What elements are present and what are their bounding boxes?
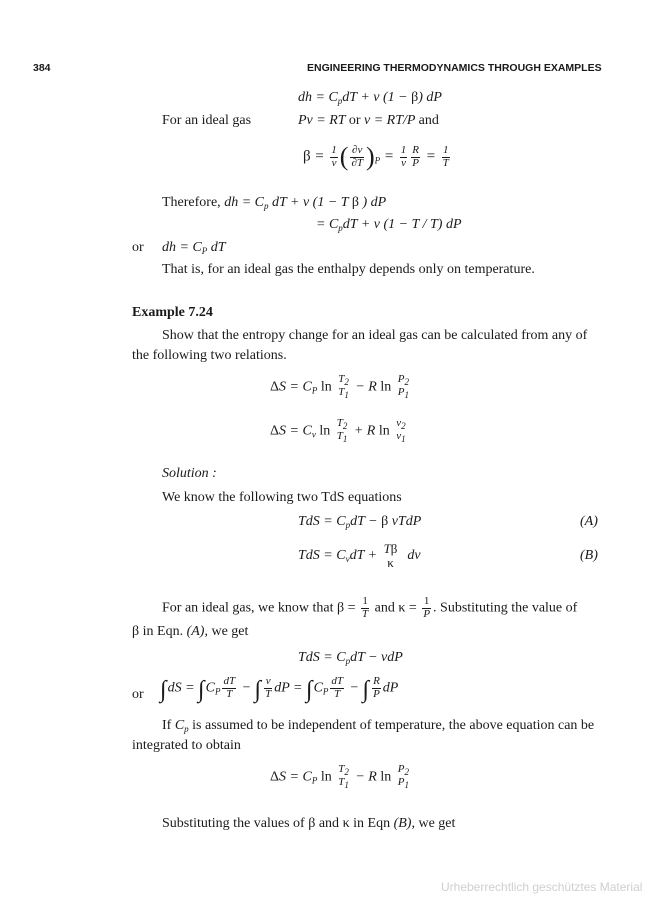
equation-dh-substituted: = $C_pdT + v$ (1 − T / T) dP <box>316 217 462 233</box>
and-k-word: and <box>374 600 395 616</box>
cp-assumption-line: If $C_p$ is assumed to be independent of temperature, the above equation can be <box>162 718 595 734</box>
therefore-word: Therefore, <box>162 195 221 210</box>
example-statement-line1: Show that the entropy change for an ideal gas can be calculated from any of <box>162 328 588 343</box>
copyright-watermark: Urheberrechtlich geschütztes Material <box>441 880 643 894</box>
equation-label-b: (B) <box>580 548 598 563</box>
beta-in-eqn-line: β in Eqn. (A), we get <box>132 624 249 639</box>
example-statement-line2: the following two relations. <box>132 348 287 363</box>
substituting-text-1: . Substituting the value of <box>433 600 578 616</box>
tds-equation-b: TdS = $C_vdT$ + Tβ κ dv <box>298 541 421 570</box>
substituting-text-2c: in Eqn <box>353 816 391 831</box>
ideal-gas-know-text: For an ideal gas, we know that <box>162 600 334 616</box>
or-word-1: or <box>132 240 144 255</box>
if-word: If <box>162 718 172 733</box>
substituting-text-2a: Substituting the values of <box>162 816 305 831</box>
running-title: ENGINEERING THERMODYNAMICS THROUGH EXAMPLES <box>307 62 602 74</box>
therefore-line: Therefore, dh = $C_p$ dT + v (1 − T β ) dP <box>162 195 387 211</box>
conclusion-text: That is, for an ideal gas the enthalpy depends only on temperature. <box>162 262 535 277</box>
cp-assumption-text: is assumed to be independent of temperature, the above equation can be <box>192 718 595 733</box>
for-ideal-gas-label: For an ideal gas <box>162 113 252 128</box>
solution-label: Solution : <box>162 466 217 481</box>
equation-label-a: (A) <box>580 514 598 529</box>
equation-dh-general: dh = $C_pdT + v$ (1 − β) dP <box>298 90 442 106</box>
relation-entropy-cv: $\Delta S = C_v$ ln $T_2$ $T_1$ + R ln $v_2$ $v_1$ <box>270 417 406 445</box>
and-word: and <box>418 113 439 128</box>
integral-equation: $\int dS = \int C_P$ $\frac{dT}{T}$ − ∫ $\frac{v}{T}$ dP = $\int C_P$ $\frac{dT}{T}$ − ∫ $\frac{R}{P}$ dP <box>160 675 399 704</box>
equation-beta: β = $\frac{1}{v}$ ( $\frac{\partial v}{\partial T}$ )$_P$ = $\frac{1}{v}$ $\frac{R}{P}$ = $\frac{1}{T}$ <box>303 142 449 171</box>
equation-ideal-gas: Pv = RT or v = RT/P and <box>298 113 439 128</box>
ideal-gas-beta-kappa-line: For an ideal gas, we know that β = $\frac{1}{T}$ and κ = $\frac{1}{P}$ . Substituting the value of <box>162 595 578 620</box>
tds-equation-a: TdS = $C_pdT - \beta$ vTdP <box>298 514 422 530</box>
example-title: Example 7.24 <box>132 305 213 320</box>
page-number: 384 <box>33 62 51 74</box>
tds-intro: We know the following two TdS equations <box>162 490 402 505</box>
beta-in-eqn-text: in Eqn. <box>142 624 184 639</box>
we-get-text-2: , we get <box>411 816 456 831</box>
tds-ideal-gas: TdS = $C_pdT$ − vdP <box>298 650 403 666</box>
equation-dh-result: dh = $C_P$ dT <box>162 240 226 256</box>
final-substitution-line: Substituting the values of β and κ in Eqn (B), we get <box>162 816 456 831</box>
integrated-text: integrated to obtain <box>132 738 241 753</box>
relation-entropy-cp: $\Delta S = C_P$ ln $T_2$ $T_1$ − R ln $P_2$ $P_1$ <box>270 373 409 401</box>
substituting-text-2b: and <box>318 816 340 831</box>
or-word-2: or <box>132 687 144 702</box>
we-get-text-1: , we get <box>204 624 249 639</box>
integrated-entropy-result: $\Delta S = C_P$ ln $T_2$ $T_1$ − R ln $P_2$ $P_1$ <box>270 763 409 791</box>
